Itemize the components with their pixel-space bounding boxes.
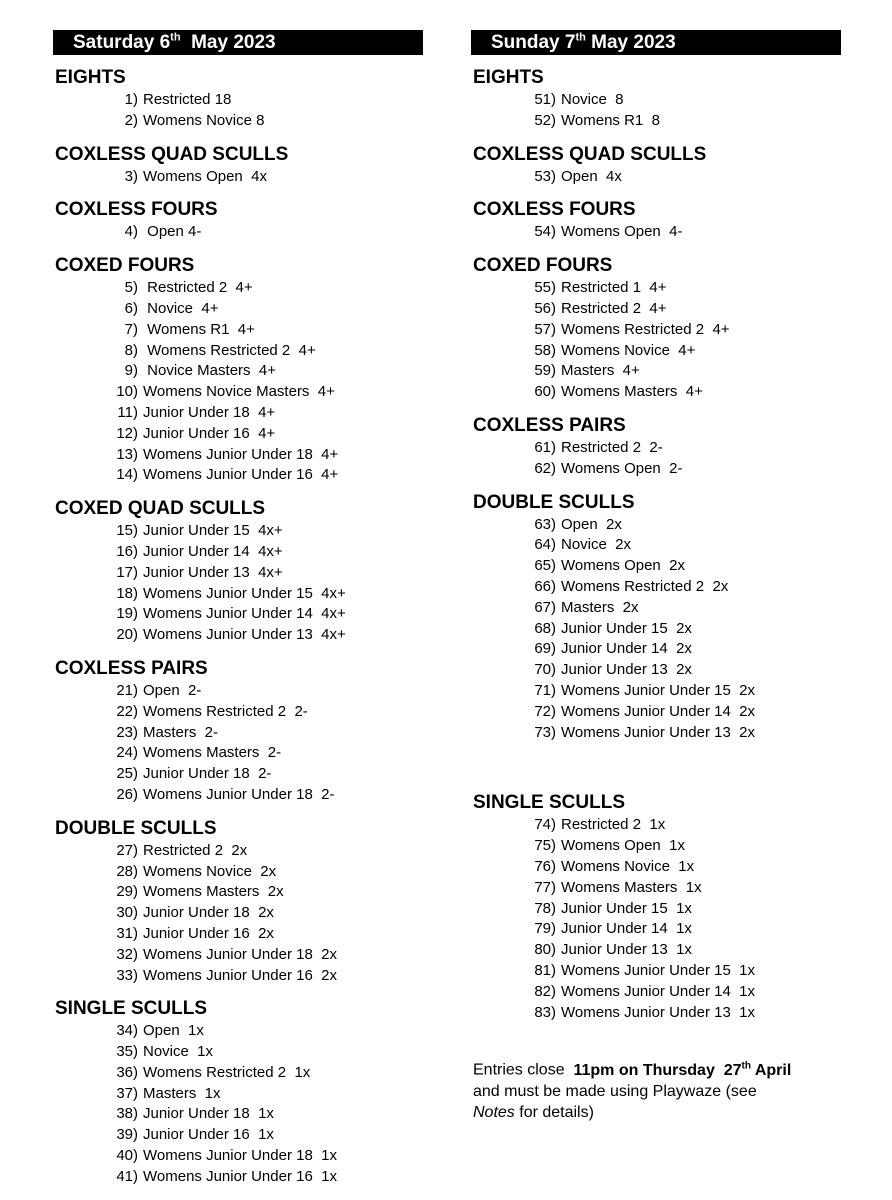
event-name: Womens Restricted 2 4+ — [143, 341, 316, 359]
event-item — [53, 1021, 423, 1042]
event-item — [53, 382, 423, 403]
event-number: 27) — [116, 841, 138, 859]
event-item — [53, 1104, 423, 1125]
event-section — [471, 198, 841, 243]
event-name: Womens Junior Under 14 4x+ — [143, 605, 346, 623]
event-item — [471, 681, 841, 702]
day-label: Sunday 7 — [491, 32, 576, 53]
event-item — [471, 940, 841, 961]
section-title: EIGHTS — [55, 67, 126, 88]
event-name: Junior Under 13 4x+ — [143, 563, 283, 581]
event-name: Womens Masters 1x — [561, 878, 702, 896]
event-number: 77) — [534, 878, 556, 896]
event-name: Junior Under 14 4x+ — [143, 542, 283, 560]
event-number: 74) — [534, 816, 556, 834]
event-list — [471, 167, 841, 188]
section-title: DOUBLE SCULLS — [473, 491, 635, 513]
event-item — [471, 438, 841, 459]
event-item — [471, 702, 841, 723]
event-item — [53, 764, 423, 785]
event-number: 14) — [116, 466, 138, 484]
event-item — [471, 459, 841, 480]
event-section — [53, 497, 423, 646]
event-name: Restricted 2 4+ — [561, 299, 667, 317]
note-deadline-month: April — [751, 1061, 792, 1079]
event-name: Womens Junior Under 18 1x — [143, 1147, 337, 1165]
event-number: 13) — [116, 445, 138, 463]
event-item — [53, 361, 423, 382]
event-list — [53, 167, 423, 188]
event-item — [471, 577, 841, 598]
event-item — [471, 598, 841, 619]
note-line-3: for details) — [514, 1103, 594, 1121]
event-name: Junior Under 16 2x — [143, 924, 274, 942]
day-date: May 2023 — [585, 32, 676, 53]
event-name: Restricted 2 4+ — [143, 279, 253, 297]
event-name: Masters 2x — [561, 598, 639, 616]
event-item — [53, 945, 423, 966]
entries-note — [471, 1055, 841, 1122]
section-title: COXED FOURS — [55, 255, 195, 277]
event-name: Junior Under 13 1x — [561, 941, 692, 959]
saturday-column — [53, 30, 423, 1188]
event-item — [53, 1063, 423, 1084]
event-number: 17) — [116, 563, 138, 581]
event-list — [471, 515, 841, 744]
event-name: Junior Under 16 4+ — [143, 424, 276, 442]
event-name: Junior Under 18 2- — [143, 765, 272, 783]
event-number: 36) — [116, 1063, 138, 1081]
sunday-header — [471, 30, 841, 55]
event-item — [53, 111, 423, 132]
event-item — [471, 167, 841, 188]
event-section — [471, 66, 841, 132]
event-number: 6) — [124, 299, 138, 317]
event-name: Open 2x — [561, 515, 622, 533]
event-number: 79) — [534, 920, 556, 938]
event-name: Junior Under 14 2x — [561, 640, 692, 658]
event-number: 70) — [534, 661, 556, 679]
event-list — [53, 222, 423, 243]
event-name: Novice 2x — [561, 536, 632, 554]
event-number: 15) — [116, 522, 138, 540]
event-number: 2) — [124, 111, 138, 129]
event-item — [471, 919, 841, 940]
event-number: 29) — [116, 883, 138, 901]
event-item — [53, 743, 423, 764]
event-item — [471, 111, 841, 132]
event-name: Womens Novice Masters 4+ — [143, 383, 335, 401]
event-name: Womens Open 4x — [143, 167, 267, 185]
event-name: Womens Junior Under 18 2x — [143, 945, 337, 963]
event-number: 24) — [116, 744, 138, 762]
event-list — [53, 521, 423, 646]
event-name: Womens Junior Under 13 1x — [561, 1003, 755, 1021]
event-section — [53, 143, 423, 188]
event-number: 69) — [534, 640, 556, 658]
event-item — [53, 90, 423, 111]
event-section — [53, 997, 423, 1187]
event-item — [471, 535, 841, 556]
event-name: Womens Open 4- — [561, 223, 683, 241]
event-name: Womens Junior Under 15 4x+ — [143, 584, 346, 602]
event-item — [53, 1146, 423, 1167]
event-item — [471, 515, 841, 536]
event-number: 58) — [534, 341, 556, 359]
event-item — [53, 841, 423, 862]
event-name: Womens Restricted 2 2- — [143, 702, 308, 720]
event-name: Junior Under 15 1x — [561, 899, 692, 917]
event-item — [471, 556, 841, 577]
event-number: 30) — [116, 904, 138, 922]
event-number: 16) — [116, 542, 138, 560]
event-number: 5) — [124, 279, 138, 297]
event-number: 55) — [534, 279, 556, 297]
event-number: 23) — [116, 723, 138, 741]
event-name: Novice 1x — [143, 1043, 214, 1061]
event-name: Womens Open 1x — [561, 837, 685, 855]
event-name: Restricted 2 1x — [561, 816, 666, 834]
event-name: Womens Masters 2- — [143, 744, 282, 762]
event-item — [53, 882, 423, 903]
section-title: SINGLE SCULLS — [473, 792, 626, 814]
event-name: Novice 4+ — [143, 299, 219, 317]
event-number: 54) — [534, 223, 556, 241]
event-name: Junior Under 14 1x — [561, 920, 692, 938]
event-name: Junior Under 16 1x — [143, 1126, 274, 1144]
event-name: Womens Junior Under 16 1x — [143, 1167, 337, 1185]
event-item — [53, 785, 423, 806]
event-item — [53, 924, 423, 945]
event-item — [53, 445, 423, 466]
event-number: 7) — [124, 320, 138, 338]
section-title: COXED FOURS — [473, 255, 613, 277]
event-number: 10) — [116, 383, 138, 401]
event-name: Womens Junior Under 15 2x — [561, 681, 755, 699]
event-number: 64) — [534, 536, 556, 554]
event-item — [53, 1084, 423, 1105]
event-name: Womens Novice 1x — [561, 857, 695, 875]
event-name: Womens Novice 4+ — [561, 341, 696, 359]
event-number: 52) — [534, 111, 556, 129]
event-number: 11) — [117, 403, 138, 421]
event-item — [53, 862, 423, 883]
event-name: Womens R1 4+ — [143, 320, 255, 338]
event-item — [471, 961, 841, 982]
event-item — [471, 660, 841, 681]
event-item — [471, 382, 841, 403]
event-list — [53, 278, 423, 486]
event-number: 25) — [116, 765, 138, 783]
event-number: 9) — [124, 362, 138, 380]
section-title: COXLESS QUAD SCULLS — [473, 143, 707, 165]
event-number: 53) — [534, 167, 556, 185]
event-name: Junior Under 13 2x — [561, 661, 692, 679]
event-item — [471, 299, 841, 320]
event-number: 57) — [534, 320, 556, 338]
event-item — [53, 584, 423, 605]
event-item — [53, 299, 423, 320]
event-item — [53, 521, 423, 542]
event-list — [471, 438, 841, 480]
event-name: Junior Under 18 2x — [143, 904, 274, 922]
event-name: Masters 4+ — [561, 362, 640, 380]
day-suffix: th — [575, 31, 586, 44]
event-item — [471, 320, 841, 341]
event-name: Womens Open 2- — [561, 459, 683, 477]
event-list — [471, 278, 841, 403]
event-name: Junior Under 18 1x — [143, 1105, 274, 1123]
sunday-column — [471, 30, 841, 1123]
event-item — [53, 167, 423, 188]
day-date: May 2023 — [180, 32, 276, 53]
note-prefix: Entries close — [473, 1061, 574, 1079]
event-list — [471, 815, 841, 1023]
section-title: COXLESS PAIRS — [55, 657, 208, 679]
event-number: 51) — [534, 91, 556, 108]
event-number: 71) — [534, 681, 556, 699]
event-number: 32) — [116, 945, 138, 963]
event-number: 76) — [534, 857, 556, 875]
event-name: Womens Junior Under 18 4+ — [143, 445, 339, 463]
event-number: 62) — [534, 459, 556, 477]
event-number: 4) — [124, 223, 138, 241]
event-number: 61) — [534, 438, 556, 456]
event-number: 56) — [534, 299, 556, 317]
event-number: 39) — [116, 1126, 138, 1144]
event-name: Junior Under 15 4x+ — [143, 522, 283, 540]
event-list — [471, 222, 841, 243]
event-item — [53, 604, 423, 625]
event-list — [53, 841, 423, 987]
event-number: 20) — [116, 626, 138, 644]
section-title: SINGLE SCULLS — [55, 998, 208, 1020]
event-item — [53, 1167, 423, 1188]
event-item — [471, 836, 841, 857]
event-section — [53, 66, 423, 132]
event-section — [53, 657, 423, 806]
event-name: Womens Junior Under 15 1x — [561, 961, 755, 979]
event-number: 72) — [534, 702, 556, 720]
note-deadline: 11pm on Thursday 27 — [573, 1061, 742, 1079]
section-title: COXLESS QUAD SCULLS — [55, 143, 289, 165]
event-name: Womens Junior Under 13 2x — [561, 723, 755, 741]
note-deadline-suffix: th — [741, 1060, 751, 1072]
event-item — [471, 90, 841, 111]
note-line-2: and must be made using Playwaze (see — [473, 1082, 757, 1100]
event-item — [53, 222, 423, 243]
event-name: Womens Restricted 2 2x — [561, 577, 729, 595]
event-number: 65) — [534, 557, 556, 575]
event-item — [53, 903, 423, 924]
event-section — [471, 791, 841, 1023]
event-name: Womens Junior Under 16 4+ — [143, 466, 339, 484]
event-number: 60) — [534, 383, 556, 401]
event-name: Womens Novice 8 — [143, 111, 265, 129]
event-number: 59) — [534, 362, 556, 380]
event-item — [53, 542, 423, 563]
event-item — [471, 222, 841, 243]
event-number: 18) — [116, 584, 138, 602]
event-number: 38) — [116, 1105, 138, 1123]
event-number: 28) — [116, 862, 138, 880]
event-item — [471, 619, 841, 640]
event-section — [471, 143, 841, 188]
event-name: Open 4x — [561, 167, 622, 185]
event-number: 12) — [116, 424, 138, 442]
event-name: Novice Masters 4+ — [143, 362, 276, 380]
event-number: 26) — [116, 785, 138, 803]
event-name: Womens Junior Under 18 2- — [143, 785, 335, 803]
event-name: Open 1x — [143, 1022, 204, 1040]
event-name: Restricted 2 2x — [143, 841, 248, 859]
event-item — [53, 320, 423, 341]
day-suffix: th — [170, 31, 181, 44]
event-number: 22) — [116, 702, 138, 720]
event-number: 83) — [534, 1003, 556, 1021]
event-item — [53, 563, 423, 584]
event-item — [471, 341, 841, 362]
event-number: 66) — [534, 577, 556, 595]
section-title: COXED QUAD SCULLS — [55, 498, 266, 520]
event-number: 80) — [534, 941, 556, 959]
event-item — [53, 278, 423, 299]
event-item — [53, 723, 423, 744]
event-name: Womens Masters 2x — [143, 883, 284, 901]
event-item — [53, 966, 423, 987]
event-number: 33) — [116, 966, 138, 984]
event-number: 3) — [124, 167, 138, 185]
event-name: Open 4- — [143, 223, 202, 241]
event-number: 82) — [534, 982, 556, 1000]
event-item — [471, 278, 841, 299]
event-number: 41) — [116, 1167, 138, 1185]
event-item — [53, 702, 423, 723]
event-section — [53, 254, 423, 486]
section-title: EIGHTS — [473, 67, 544, 88]
event-number: 34) — [116, 1022, 138, 1040]
event-number: 31) — [116, 924, 138, 942]
event-number: 81) — [534, 961, 556, 979]
event-name: Open 2- — [143, 681, 202, 699]
event-number: 37) — [116, 1084, 138, 1102]
event-section — [471, 414, 841, 480]
event-item — [53, 1125, 423, 1146]
event-number: 73) — [534, 723, 556, 741]
event-name: Masters 1x — [143, 1084, 221, 1102]
event-name: Womens Junior Under 14 1x — [561, 982, 755, 1000]
event-item — [471, 857, 841, 878]
event-name: Junior Under 15 2x — [561, 619, 692, 637]
event-section — [471, 254, 841, 403]
event-item — [471, 815, 841, 836]
event-item — [53, 1042, 423, 1063]
event-name: Womens Junior Under 13 4x+ — [143, 626, 346, 644]
event-item — [471, 723, 841, 744]
day-label: Saturday 6 — [73, 32, 171, 53]
event-name: Womens Masters 4+ — [561, 383, 703, 401]
event-item — [53, 403, 423, 424]
event-number: 75) — [534, 837, 556, 855]
event-item — [471, 899, 841, 920]
section-title: COXLESS FOURS — [55, 199, 218, 221]
event-list — [53, 681, 423, 806]
event-number: 40) — [116, 1147, 138, 1165]
event-section — [471, 491, 841, 744]
section-title: COXLESS FOURS — [473, 199, 636, 221]
event-name: Novice 8 — [561, 91, 624, 108]
note-notes-ref: Notes — [473, 1103, 515, 1121]
event-item — [53, 625, 423, 646]
event-name: Womens Junior Under 16 2x — [143, 966, 337, 984]
event-number: 1) — [124, 91, 138, 108]
event-name: Womens Open 2x — [561, 557, 685, 575]
event-item — [53, 424, 423, 445]
event-list — [53, 1021, 423, 1187]
saturday-header — [53, 30, 423, 55]
event-name: Restricted 18 — [143, 91, 232, 108]
event-item — [53, 341, 423, 362]
event-name: Womens Novice 2x — [143, 862, 277, 880]
event-list — [53, 90, 423, 132]
event-list — [471, 90, 841, 132]
section-title: COXLESS PAIRS — [473, 414, 626, 436]
event-item — [471, 1003, 841, 1024]
event-number: 63) — [534, 515, 556, 533]
event-number: 8) — [124, 341, 138, 359]
event-item — [471, 639, 841, 660]
event-name: Restricted 1 4+ — [561, 279, 667, 297]
event-section — [53, 817, 423, 987]
event-section — [53, 198, 423, 243]
event-item — [53, 465, 423, 486]
event-item — [471, 361, 841, 382]
event-number: 67) — [534, 598, 556, 616]
event-name: Masters 2- — [143, 723, 219, 741]
event-item — [53, 681, 423, 702]
event-name: Womens Restricted 2 1x — [143, 1063, 311, 1081]
event-name: Junior Under 18 4+ — [143, 403, 276, 421]
event-name: Womens Junior Under 14 2x — [561, 702, 755, 720]
event-number: 19) — [116, 605, 138, 623]
event-number: 35) — [116, 1043, 138, 1061]
event-number: 68) — [534, 619, 556, 637]
event-name: Restricted 2 2- — [561, 438, 663, 456]
event-number: 78) — [534, 899, 556, 917]
section-title: DOUBLE SCULLS — [55, 817, 217, 839]
event-item — [471, 982, 841, 1003]
event-item — [471, 878, 841, 899]
event-number: 21) — [116, 681, 138, 699]
event-name: Womens Restricted 2 4+ — [561, 320, 730, 338]
event-name: Womens R1 8 — [561, 111, 660, 129]
